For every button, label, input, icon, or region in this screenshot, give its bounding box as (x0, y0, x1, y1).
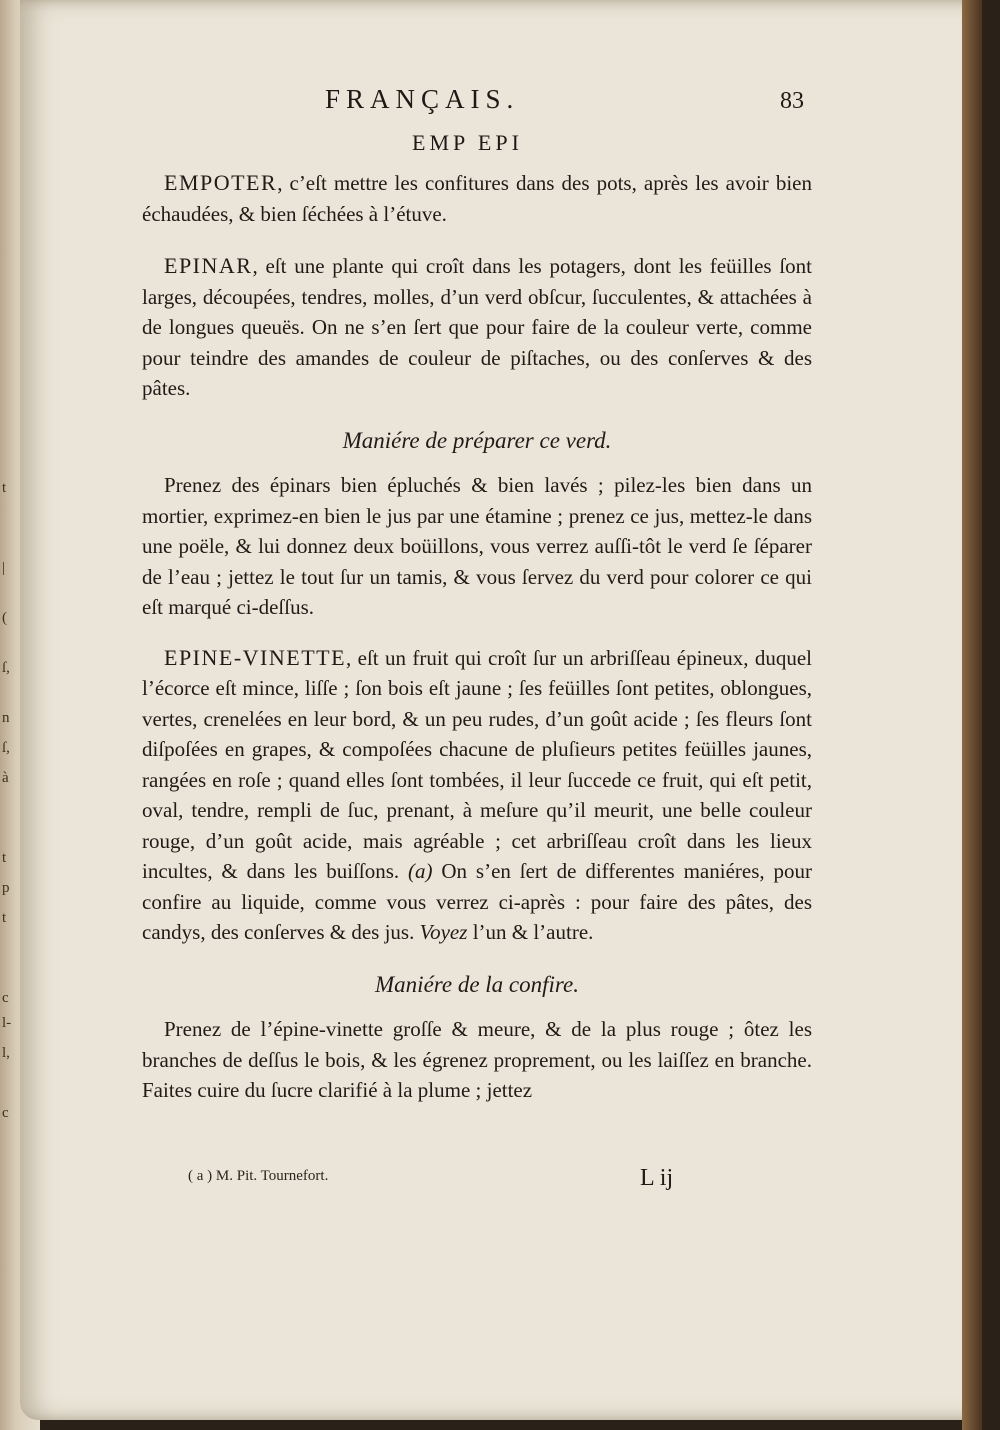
headword: EMPOTER (164, 170, 278, 195)
margin-mark: ſ, (2, 660, 10, 676)
margin-mark: t (2, 910, 7, 926)
footnote: ( a ) M. Pit. Tournefort. (188, 1168, 329, 1184)
running-head: FRANÇAIS. (325, 84, 520, 114)
section-title: Maniére de la confire. (375, 971, 579, 997)
definition: , c’eſt mettre les confitures dans des pots, après les avoir bien échaudées, & bien ſéchées à l’étuve. (142, 171, 812, 226)
cross-reference: Voyez (419, 920, 468, 944)
footnote-reference: (a) (408, 859, 433, 883)
entry-epine-vinette (142, 643, 812, 948)
margin-mark: ( (2, 610, 7, 626)
section-title: Maniére de préparer ce verd. (342, 427, 612, 453)
margin-mark: à (2, 770, 9, 786)
book-page (20, 0, 982, 1420)
definition: , eſt une plante qui croît dans les potagers, dont les feüilles ſont larges, découpées, tendres, molles, d’un verd obſcur, ſucculentes, & attachées à de longues queuës. On ne s’en ſert que pour faire de la couleur verte, comme pour teindre des amandes de couleur de piſtaches, ou des conſerves & des pâtes. (142, 254, 812, 400)
margin-mark: c (2, 990, 9, 1006)
definition-continued: On s’en ſert de differentes maniéres, pour confire au liquide, comme vous verrez ci-après : pour faire des pâtes, des candys, des conſerves & des jus. (142, 859, 813, 944)
headword: EPINAR (164, 253, 253, 278)
entry-epinar (142, 251, 812, 404)
signature-mark: L ij (640, 1165, 674, 1191)
page-number: 83 (780, 88, 804, 114)
margin-mark: n (2, 710, 10, 726)
left-margin-show-through (0, 0, 20, 1430)
margin-mark: | (2, 560, 6, 576)
margin-mark: ſ, (2, 740, 10, 756)
page-gutter-shadow (962, 0, 982, 1430)
margin-mark: t (2, 850, 7, 866)
margin-mark: p (2, 880, 10, 896)
headword: EPINE-VINETTE (164, 644, 347, 670)
page-header (325, 84, 825, 124)
recipe-paragraph: Prenez de l’épine-vinette groſſe & meure, & de la plus rouge ; ôtez les branches de deſſus le bois, & les égrenez proprement, ou les laiſſez en branche. Faites cuire du ſucre clarifié à la plume ; jettez (142, 1017, 812, 1102)
cross-reference-tail: l’un & l’autre. (472, 920, 594, 944)
margin-mark: t (2, 480, 7, 496)
margin-mark: l, (2, 1045, 10, 1061)
page-body (142, 168, 812, 1126)
definition: , eſt un fruit qui croît ſur un arbriſſeau épineux, duquel l’écorce eſt mince, liſſe ; ſon bois eſt jaune ; ſes feüilles ſont petites, oblongues, vertes, crenelées en leur bord, & un peu rudes, d’un goût acide ; ſes fleurs ſont diſpoſées en grapes, & compoſées chacune de pluſieurs petites feüilles jaunes, rangées en roſe ; quand elles ſont tombées, il leur ſuccede ce fruit, qui eſt petit, oval, tendre, rempli de ſuc, prenant, à meſure qu’il meurit, une belle couleur rouge, d’un goût acide, mais agréable ; cet arbriſſeau croît dans les lieux incultes, & dans les buiſſons. (142, 645, 812, 883)
guide-words: EMP EPI (412, 130, 523, 155)
entry-empoter (142, 168, 812, 229)
margin-mark: c (2, 1105, 9, 1121)
recipe-paragraph: Prenez des épinars bien épluchés & bien lavés ; pilez-les bien dans un mortier, exprimez-en bien le jus par une étamine ; prenez ce jus, mettez-le dans une poële, & lui donnez deux boüillons, vous verrez auſſi-tôt le verd ſe ſéparer de l’eau ; jettez le tout ſur un tamis, & vous ſervez du verd pour colorer ce qui eſt marqué ci-deſſus. (142, 473, 812, 619)
margin-mark: l- (2, 1015, 12, 1031)
